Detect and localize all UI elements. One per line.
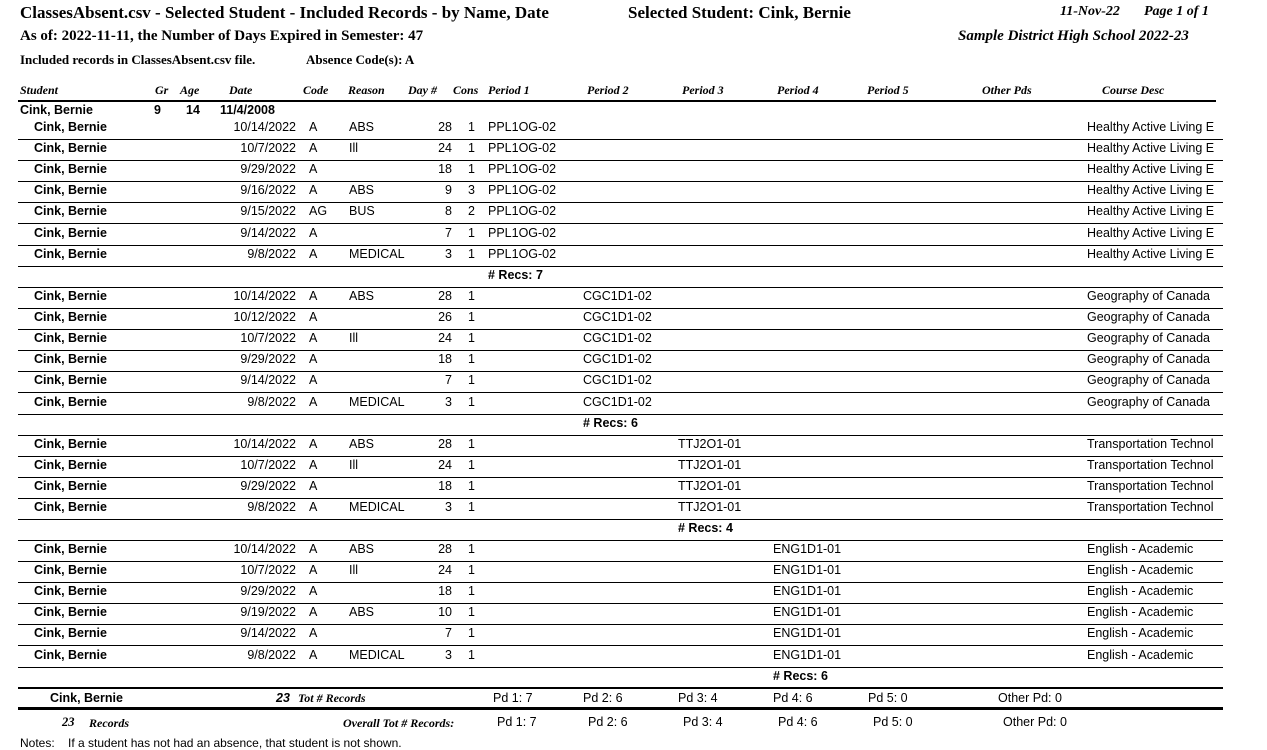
row-date: 9/8/2022	[247, 500, 296, 515]
row-date: 9/14/2022	[240, 225, 296, 240]
row-rule	[18, 624, 1223, 625]
row-course-code: TTJ2O1-01	[678, 500, 742, 515]
selected-student: Selected Student: Cink, Bernie	[628, 3, 851, 22]
row-course-desc: Healthy Active Living E	[1087, 140, 1215, 155]
row-student-name: Cink, Bernie	[34, 626, 107, 641]
col-other-periods: Other Pds	[982, 83, 1032, 97]
row-day: 3	[445, 647, 452, 662]
row-cons: 1	[468, 352, 475, 367]
row-cons: 1	[468, 500, 475, 515]
col-date: Date	[229, 83, 253, 97]
row-cons: 1	[468, 288, 475, 303]
row-cons: 1	[468, 140, 475, 155]
row-reason: ABS	[349, 436, 375, 451]
row-code: A	[309, 562, 318, 577]
row-student-name: Cink, Bernie	[34, 352, 107, 367]
row-cons: 1	[468, 457, 475, 472]
student-total-rule	[18, 687, 1223, 688]
row-course-code: PPL1OG-02	[488, 140, 557, 155]
row-code: A	[309, 119, 318, 134]
row-code: A	[309, 478, 318, 493]
row-rule	[18, 645, 1223, 646]
row-code: A	[309, 309, 318, 324]
row-cons: 1	[468, 246, 475, 261]
row-day: 28	[438, 436, 452, 451]
student-total-p5: Pd 5: 0	[868, 691, 908, 705]
row-day: 28	[438, 119, 452, 134]
row-student-name: Cink, Bernie	[34, 288, 107, 303]
row-student-name: Cink, Bernie	[34, 161, 107, 176]
row-course-code: CGC1D1-02	[583, 330, 652, 345]
row-course-desc: Transportation Technol	[1087, 436, 1214, 451]
row-student-name: Cink, Bernie	[34, 204, 107, 219]
row-rule	[18, 477, 1223, 478]
row-cons: 3	[468, 183, 475, 198]
row-course-desc: Geography of Canada	[1087, 288, 1211, 303]
row-day: 9	[445, 183, 452, 198]
row-date: 9/14/2022	[240, 626, 296, 641]
row-date: 10/7/2022	[240, 457, 296, 472]
row-cons: 1	[468, 330, 475, 345]
row-date: 9/29/2022	[240, 583, 296, 598]
row-date: 10/14/2022	[233, 436, 296, 451]
row-code: A	[309, 161, 318, 176]
row-reason: MEDICAL	[349, 246, 405, 261]
row-code: A	[309, 288, 318, 303]
row-student-name: Cink, Bernie	[34, 478, 107, 493]
row-course-code: ENG1D1-01	[773, 626, 842, 641]
row-date: 10/7/2022	[240, 562, 296, 577]
row-rule	[18, 561, 1223, 562]
header-rule	[18, 100, 1216, 102]
row-code: A	[309, 225, 318, 240]
row-course-code: ENG1D1-01	[773, 562, 842, 577]
row-day: 18	[438, 478, 452, 493]
overall-total-p3: Pd 3: 4	[683, 715, 723, 729]
student-total-p3: Pd 3: 4	[678, 691, 718, 705]
row-rule	[18, 329, 1223, 330]
row-reason: MEDICAL	[349, 500, 405, 515]
row-rule	[18, 350, 1223, 351]
row-date: 10/14/2022	[233, 119, 296, 134]
row-rule	[18, 392, 1223, 393]
row-student-name: Cink, Bernie	[34, 436, 107, 451]
row-day: 24	[438, 562, 452, 577]
row-course-code: ENG1D1-01	[773, 605, 842, 620]
row-day: 24	[438, 330, 452, 345]
row-code: A	[309, 541, 318, 556]
row-student-name: Cink, Bernie	[34, 246, 107, 261]
col-period1: Period 1	[488, 83, 530, 97]
student-total-label: Tot # Records	[298, 691, 366, 705]
row-course-code: ENG1D1-01	[773, 647, 842, 662]
row-date: 10/14/2022	[233, 541, 296, 556]
row-rule	[18, 498, 1223, 499]
row-course-code: CGC1D1-02	[583, 373, 652, 388]
row-student-name: Cink, Bernie	[34, 605, 107, 620]
row-date: 9/29/2022	[240, 478, 296, 493]
row-course-desc: Healthy Active Living E	[1087, 183, 1215, 198]
row-rule	[18, 266, 1223, 267]
row-cons: 1	[468, 436, 475, 451]
row-code: A	[309, 583, 318, 598]
student-total-p1: Pd 1: 7	[493, 691, 533, 705]
row-course-desc: Geography of Canada	[1087, 394, 1211, 409]
report-title: ClassesAbsent.csv - Selected Student - Included Records - by Name, Date	[20, 3, 549, 22]
overall-total-label: Overall Tot # Records:	[343, 716, 455, 730]
student-info-grade: 9	[154, 103, 161, 117]
row-reason: ABS	[349, 119, 375, 134]
row-day: 28	[438, 541, 452, 556]
row-date: 9/29/2022	[240, 161, 296, 176]
row-code: A	[309, 626, 318, 641]
row-code: A	[309, 436, 318, 451]
as-of-line: As of: 2022-11-11, the Number of Days Expired in Semester: 47	[20, 28, 424, 44]
row-code: A	[309, 140, 318, 155]
row-rule	[18, 414, 1223, 415]
row-course-code: CGC1D1-02	[583, 288, 652, 303]
row-rule	[18, 181, 1223, 182]
row-reason: MEDICAL	[349, 647, 405, 662]
row-cons: 1	[468, 478, 475, 493]
student-total-p4: Pd 4: 6	[773, 691, 813, 705]
overall-total-count: 23	[62, 715, 75, 729]
row-rule	[18, 202, 1223, 203]
row-day: 26	[438, 309, 452, 324]
row-course-desc: English - Academic	[1087, 583, 1194, 598]
student-info-age: 14	[186, 103, 200, 117]
row-day: 7	[445, 626, 452, 641]
row-date: 10/7/2022	[240, 140, 296, 155]
row-date: 10/12/2022	[233, 309, 296, 324]
row-day: 18	[438, 161, 452, 176]
row-course-desc: Geography of Canada	[1087, 352, 1211, 367]
student-info-birthdate: 11/4/2008	[220, 103, 275, 117]
group-record-count: # Recs: 6	[773, 668, 828, 683]
row-cons: 1	[468, 562, 475, 577]
overall-total-p2: Pd 2: 6	[588, 715, 628, 729]
print-date: 11-Nov-22	[1060, 4, 1120, 19]
row-date: 10/7/2022	[240, 330, 296, 345]
row-code: A	[309, 647, 318, 662]
row-cons: 1	[468, 309, 475, 324]
row-course-desc: English - Academic	[1087, 626, 1194, 641]
overall-total-p1: Pd 1: 7	[497, 715, 537, 729]
row-course-code: PPL1OG-02	[488, 225, 557, 240]
col-code: Code	[303, 83, 329, 97]
row-day: 28	[438, 288, 452, 303]
row-course-desc: Healthy Active Living E	[1087, 119, 1215, 134]
row-cons: 1	[468, 605, 475, 620]
group-record-count: # Recs: 6	[583, 415, 638, 430]
row-rule	[18, 223, 1223, 224]
row-day: 8	[445, 204, 452, 219]
row-reason: MEDICAL	[349, 394, 405, 409]
row-cons: 1	[468, 626, 475, 641]
row-code: A	[309, 373, 318, 388]
row-reason: Ill	[349, 140, 359, 155]
row-cons: 1	[468, 119, 475, 134]
student-info-name: Cink, Bernie	[20, 103, 93, 117]
row-day: 24	[438, 457, 452, 472]
group-record-count: # Recs: 4	[678, 521, 733, 536]
overall-total-rule	[18, 707, 1223, 710]
row-course-desc: English - Academic	[1087, 562, 1194, 577]
row-date: 9/14/2022	[240, 373, 296, 388]
row-course-desc: Geography of Canada	[1087, 309, 1211, 324]
row-day: 3	[445, 246, 452, 261]
absence-codes: Absence Code(s): A	[306, 52, 415, 67]
row-course-desc: Geography of Canada	[1087, 373, 1211, 388]
row-course-desc: Transportation Technol	[1087, 478, 1214, 493]
row-cons: 1	[468, 373, 475, 388]
row-course-code: TTJ2O1-01	[678, 457, 742, 472]
row-reason: ABS	[349, 541, 375, 556]
row-cons: 1	[468, 647, 475, 662]
row-cons: 1	[468, 161, 475, 176]
row-code: A	[309, 605, 318, 620]
row-student-name: Cink, Bernie	[34, 373, 107, 388]
row-code: A	[309, 500, 318, 515]
row-course-desc: Healthy Active Living E	[1087, 161, 1215, 176]
row-date: 9/19/2022	[240, 605, 296, 620]
overall-records-label: Records	[89, 716, 129, 730]
row-student-name: Cink, Bernie	[34, 583, 107, 598]
row-course-code: PPL1OG-02	[488, 183, 557, 198]
row-course-desc: Healthy Active Living E	[1087, 204, 1215, 219]
row-rule	[18, 160, 1223, 161]
row-reason: ABS	[349, 183, 375, 198]
row-rule	[18, 456, 1223, 457]
row-day: 3	[445, 394, 452, 409]
row-rule	[18, 308, 1223, 309]
student-total-name: Cink, Bernie	[50, 691, 123, 705]
row-rule	[18, 245, 1223, 246]
row-cons: 1	[468, 225, 475, 240]
included-records-text: Included records in ClassesAbsent.csv file.	[20, 52, 256, 67]
col-period4: Period 4	[777, 83, 819, 97]
row-student-name: Cink, Bernie	[34, 500, 107, 515]
row-course-desc: Healthy Active Living E	[1087, 246, 1215, 261]
group-record-count: # Recs: 7	[488, 267, 543, 282]
row-code: A	[309, 246, 318, 261]
row-student-name: Cink, Bernie	[34, 394, 107, 409]
row-date: 9/29/2022	[240, 352, 296, 367]
row-reason: BUS	[349, 204, 375, 219]
row-course-code: PPL1OG-02	[488, 246, 557, 261]
student-total-count: 23	[276, 691, 290, 705]
overall-total-p5: Pd 5: 0	[873, 715, 913, 729]
row-day: 18	[438, 583, 452, 598]
row-course-code: ENG1D1-01	[773, 541, 842, 556]
row-student-name: Cink, Bernie	[34, 457, 107, 472]
row-student-name: Cink, Bernie	[34, 140, 107, 155]
row-student-name: Cink, Bernie	[34, 309, 107, 324]
row-day: 24	[438, 140, 452, 155]
row-course-desc: English - Academic	[1087, 647, 1194, 662]
row-reason: Ill	[349, 457, 359, 472]
row-course-desc: Transportation Technol	[1087, 457, 1214, 472]
row-day: 18	[438, 352, 452, 367]
col-student: Student	[20, 83, 59, 97]
row-day: 3	[445, 500, 452, 515]
overall-total-p4: Pd 4: 6	[778, 715, 818, 729]
row-course-desc: English - Academic	[1087, 605, 1194, 620]
row-rule	[18, 139, 1223, 140]
row-course-code: TTJ2O1-01	[678, 436, 742, 451]
col-period5: Period 5	[867, 83, 909, 97]
row-course-desc: Transportation Technol	[1087, 500, 1214, 515]
student-total-p2: Pd 2: 6	[583, 691, 623, 705]
row-rule	[18, 371, 1223, 372]
row-code: AG	[309, 204, 328, 219]
row-date: 9/8/2022	[247, 647, 296, 662]
col-cons: Cons	[453, 83, 479, 97]
row-code: A	[309, 183, 318, 198]
notes: Notes: If a student has not had an absence, that student is not shown.	[20, 736, 402, 750]
row-student-name: Cink, Bernie	[34, 647, 107, 662]
col-day: Day #	[408, 83, 437, 97]
row-cons: 1	[468, 583, 475, 598]
col-age: Age	[180, 83, 200, 97]
row-student-name: Cink, Bernie	[34, 330, 107, 345]
row-rule	[18, 603, 1223, 604]
row-day: 7	[445, 225, 452, 240]
row-course-code: PPL1OG-02	[488, 119, 557, 134]
col-period3: Period 3	[682, 83, 724, 97]
col-grade: Gr	[155, 83, 169, 97]
row-day: 10	[438, 605, 452, 620]
row-code: A	[309, 352, 318, 367]
row-course-code: CGC1D1-02	[583, 309, 652, 324]
row-reason: Ill	[349, 330, 359, 345]
student-total-other: Other Pd: 0	[998, 691, 1062, 705]
col-reason: Reason	[348, 83, 385, 97]
row-date: 9/8/2022	[247, 394, 296, 409]
row-student-name: Cink, Bernie	[34, 119, 107, 134]
row-course-desc: English - Academic	[1087, 541, 1194, 556]
row-cons: 1	[468, 541, 475, 556]
col-period2: Period 2	[587, 83, 629, 97]
row-day: 7	[445, 373, 452, 388]
row-cons: 1	[468, 394, 475, 409]
row-code: A	[309, 330, 318, 345]
row-rule	[18, 582, 1223, 583]
row-student-name: Cink, Bernie	[34, 562, 107, 577]
row-course-desc: Healthy Active Living E	[1087, 225, 1215, 240]
row-course-code: ENG1D1-01	[773, 583, 842, 598]
row-code: A	[309, 457, 318, 472]
row-student-name: Cink, Bernie	[34, 541, 107, 556]
row-rule	[18, 667, 1223, 668]
school-name: Sample District High School 2022-23	[958, 28, 1189, 44]
row-course-code: CGC1D1-02	[583, 352, 652, 367]
row-reason: ABS	[349, 605, 375, 620]
row-student-name: Cink, Bernie	[34, 225, 107, 240]
row-code: A	[309, 394, 318, 409]
row-course-code: PPL1OG-02	[488, 161, 557, 176]
row-course-code: PPL1OG-02	[488, 204, 557, 219]
overall-total-other: Other Pd: 0	[1003, 715, 1067, 729]
row-reason: ABS	[349, 288, 375, 303]
row-course-code: TTJ2O1-01	[678, 478, 742, 493]
row-date: 9/8/2022	[247, 246, 296, 261]
row-course-code: CGC1D1-02	[583, 394, 652, 409]
row-date: 9/16/2022	[240, 183, 296, 198]
row-student-name: Cink, Bernie	[34, 183, 107, 198]
page-number: Page 1 of 1	[1144, 4, 1209, 19]
row-course-desc: Geography of Canada	[1087, 330, 1211, 345]
row-rule	[18, 519, 1223, 520]
row-date: 9/15/2022	[240, 204, 296, 219]
col-course-desc: Course Desc	[1102, 83, 1165, 97]
row-cons: 2	[468, 204, 475, 219]
row-date: 10/14/2022	[233, 288, 296, 303]
row-reason: Ill	[349, 562, 359, 577]
